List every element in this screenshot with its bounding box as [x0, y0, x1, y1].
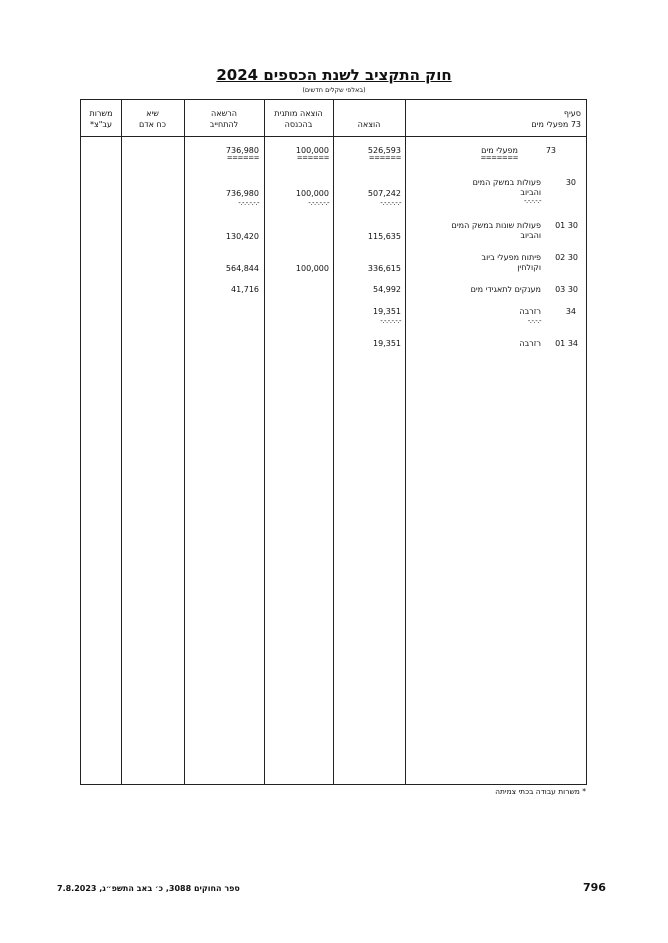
row-name: רזרבה [519, 339, 541, 348]
column-divider [264, 100, 265, 784]
row-underline: -.-.-.-.- [523, 197, 541, 205]
footer-citation: ספר החוקים 3088, כ׳ באב התשפ״ג, 7.8.2023 [57, 884, 240, 893]
row-underline: ======= [480, 154, 518, 162]
row-underline: -.-.-.-.-.- [380, 199, 401, 207]
header-positions: משרות עב"צ* [89, 109, 113, 129]
row-name: פעולות שונות במשק המים [451, 221, 541, 230]
page-title: חוק התקציב לשנת הכספים 2024 [216, 66, 452, 84]
page-subtitle: (באלפי שקלים חדשים) [302, 86, 366, 94]
row-underline: ====== [226, 154, 259, 162]
column-divider [405, 100, 406, 784]
row-underline: ====== [368, 154, 401, 162]
header-authority: הרשאה להתחייב [209, 109, 239, 129]
row-code: 34 01 [555, 339, 578, 348]
row-conditional: 100,000 [295, 189, 329, 198]
row-expense: 19,351 [373, 307, 401, 316]
footnote: * משרות עבודה בכתי צמיתה [495, 787, 586, 796]
row-name: מענקים לתאגידי מים [470, 285, 541, 294]
row-authority: 130,420 [225, 232, 259, 241]
row-name: מפעלי מים [481, 146, 518, 155]
row-conditional: 100,000 [295, 264, 329, 273]
header-section: סעיף 73 מפעלי מים [531, 109, 581, 129]
row-name: פעולות במשק המים [472, 178, 541, 187]
row-expense: 115,635 [367, 232, 401, 241]
row-expense: 526,593 [367, 146, 401, 155]
column-divider [333, 100, 334, 784]
column-divider [121, 100, 122, 784]
row-code: 30 01 [555, 221, 578, 230]
row-expense: 19,351 [373, 339, 401, 348]
row-name-line2: וקולחין [517, 263, 541, 272]
row-authority: 41,716 [231, 285, 259, 294]
row-code: 73 [545, 146, 556, 155]
row-name: פיתוח מפעלי ביוב [481, 253, 541, 262]
row-authority: 736,980 [225, 189, 259, 198]
row-authority: 736,980 [225, 146, 259, 155]
header-expense: הוצאה [357, 120, 381, 129]
header-peak-staff: שיא כח אדם [138, 109, 167, 129]
row-code: 34 [565, 307, 576, 316]
row-conditional: 100,000 [295, 146, 329, 155]
row-underline: -.-.-.-.-.- [238, 199, 259, 207]
row-name: רזרבה [519, 307, 541, 316]
row-expense: 336,615 [367, 264, 401, 273]
column-divider [184, 100, 185, 784]
row-underline: -.-.-.- [527, 317, 541, 325]
row-expense: 54,992 [373, 285, 401, 294]
row-underline: ====== [296, 154, 329, 162]
row-name-line2: והביוב [520, 188, 541, 197]
header-divider [81, 136, 586, 137]
row-authority: 564,844 [225, 264, 259, 273]
header-conditional: הוצאה מותנית בהכנסה [274, 109, 323, 129]
budget-table [80, 99, 587, 785]
row-underline: -.-.-.-.-.- [308, 199, 329, 207]
row-expense: 507,242 [367, 189, 401, 198]
row-underline: -.-.-.-.-.- [380, 317, 401, 325]
row-code: 30 03 [555, 285, 578, 294]
row-code: 30 02 [555, 253, 578, 262]
row-code: 30 [565, 178, 576, 187]
page-number: 796 [583, 881, 606, 894]
row-name-line2: והביוב [520, 231, 541, 240]
